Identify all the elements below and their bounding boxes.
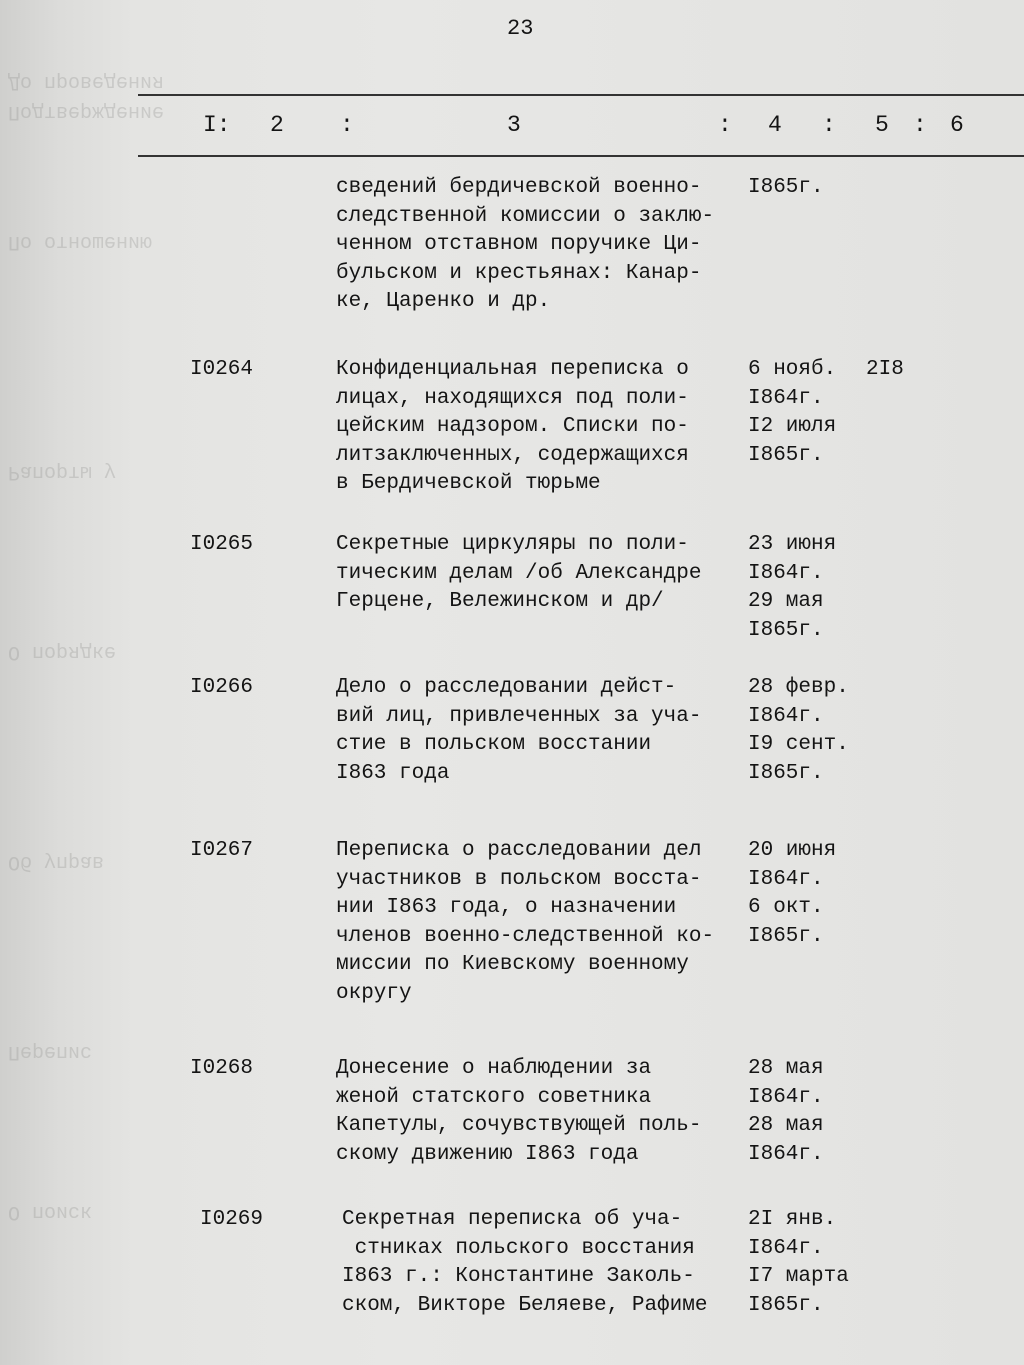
entry-description — [336, 1055, 746, 1169]
entry-number: I0265 — [190, 533, 254, 556]
description-line: литзаключенных, содержащихся — [336, 443, 689, 467]
entry-number: I0266 — [190, 676, 254, 699]
header-sep-2: : — [718, 112, 732, 138]
description-line: Капетулы, сочувствующей поль- — [336, 1114, 702, 1137]
description-line: стие в польском восстании — [336, 733, 652, 756]
date-line: 20 июня — [748, 839, 837, 862]
entry-dates — [748, 356, 836, 470]
date-line: I865г. — [748, 761, 824, 785]
entry-dates — [748, 1055, 824, 1169]
date-line: I865г. — [748, 1293, 824, 1317]
entry-description — [336, 837, 746, 1008]
date-line: I864г. — [748, 1142, 824, 1166]
date-line: I864г. — [748, 561, 824, 585]
description-line: следственной комиссии о заклю- — [336, 204, 715, 228]
description-line: Донесение о наблюдении за — [336, 1057, 652, 1080]
date-line: 6 окт. — [748, 896, 824, 919]
description-line: Секретная переписка об уча- — [342, 1208, 683, 1231]
entry-number: I0267 — [190, 839, 254, 862]
header-col-3: 3 — [507, 112, 521, 138]
entry-pages: 2I8 — [866, 358, 904, 381]
description-line: нии I863 года, о назначении — [336, 896, 677, 919]
description-line: участников в польском восста- — [336, 867, 702, 891]
date-line: 6 нояб. — [748, 358, 837, 381]
header-sep-1: : — [340, 112, 354, 138]
entry-dates — [748, 837, 836, 951]
header-sep-3: : — [822, 112, 836, 138]
date-line: I864г. — [748, 704, 824, 728]
description-line: Герцене, Вележинском и др/ — [336, 590, 664, 613]
page-number: 23 — [507, 16, 534, 41]
bleed-through-margin: До проведения Подтверждение По отношению Рапорты у О порядке Об управ Перепис О поиск — [8, 70, 165, 1223]
description-line: ченном отставном поручике Ци- — [336, 233, 702, 256]
header-top-rule — [138, 94, 1024, 96]
entry-description — [336, 356, 746, 499]
date-line: I7 марта — [748, 1265, 849, 1288]
header-col-1: I: — [203, 112, 231, 138]
description-line: Конфиденциальная переписка о — [336, 358, 689, 381]
description-line: в Бердичевской тюрьме — [336, 472, 601, 495]
description-line: сведений бердичевской военно- — [336, 176, 702, 199]
entry-dates — [748, 531, 836, 645]
entry-dates — [748, 674, 849, 788]
date-line: 23 июня — [748, 533, 837, 556]
date-line: I864г. — [748, 867, 824, 891]
date-line: I865г. — [748, 443, 824, 467]
description-line: цейским надзором. Списки по- — [336, 415, 689, 438]
description-line: бульском и крестьянах: Канар- — [336, 261, 702, 285]
description-line: ском, Викторе Беляеве, Рафиме — [342, 1293, 708, 1317]
description-line: I863 г.: Константине Закoль- — [342, 1265, 695, 1288]
header-bottom-rule — [138, 155, 1024, 157]
description-line: скому движению I863 года — [336, 1142, 639, 1166]
date-line: I9 сент. — [748, 733, 849, 756]
date-line: 2I янв. — [748, 1208, 837, 1231]
description-line: Секретные циркуляры по поли- — [336, 533, 689, 556]
entry-number: I0264 — [190, 358, 254, 381]
description-line: женой статского советника — [336, 1085, 652, 1109]
date-line: 28 мая — [748, 1114, 824, 1137]
entry-description — [336, 174, 746, 317]
header-col-2: 2 — [270, 112, 284, 138]
description-line: Дело о расследовании дейст- — [336, 676, 677, 699]
entry-description — [336, 531, 746, 617]
date-line: I865г. — [748, 618, 824, 642]
entry-number: I0269 — [200, 1208, 264, 1231]
header-col-6: 6 — [950, 112, 964, 138]
date-line: I865г. — [748, 176, 824, 199]
entry-description — [342, 1206, 752, 1320]
description-line: округу — [336, 981, 412, 1005]
header-col-4: 4 — [768, 112, 782, 138]
description-line: ке, Царенко и др. — [336, 290, 551, 313]
date-line: I864г. — [748, 1236, 824, 1260]
date-line: 29 мая — [748, 590, 824, 613]
date-line: I865г. — [748, 924, 824, 948]
description-line: Переписка о расследовании дел — [336, 839, 702, 862]
entry-dates — [748, 174, 824, 203]
entry-number: I0268 — [190, 1057, 254, 1080]
entry-dates — [748, 1206, 849, 1320]
date-line: I864г. — [748, 1085, 824, 1109]
description-line: вий лиц, привлеченных за уча- — [336, 704, 702, 728]
description-line: членов военно-следственной ко- — [336, 924, 715, 948]
date-line: 28 мая — [748, 1057, 824, 1080]
date-line: I2 июля — [748, 415, 837, 438]
description-line: миссии по Киевскому военному — [336, 953, 689, 976]
date-line: 28 февр. — [748, 676, 849, 699]
description-line: тическим делам /об Александре — [336, 561, 702, 585]
entry-description — [336, 674, 746, 788]
date-line: I864г. — [748, 386, 824, 410]
description-line: I863 года — [336, 761, 450, 785]
header-col-5: 5 — [875, 112, 889, 138]
description-line: лицах, находящихся под поли- — [336, 386, 689, 410]
description-line: стниках польского восстания — [342, 1236, 695, 1260]
header-sep-4: : — [913, 112, 927, 138]
